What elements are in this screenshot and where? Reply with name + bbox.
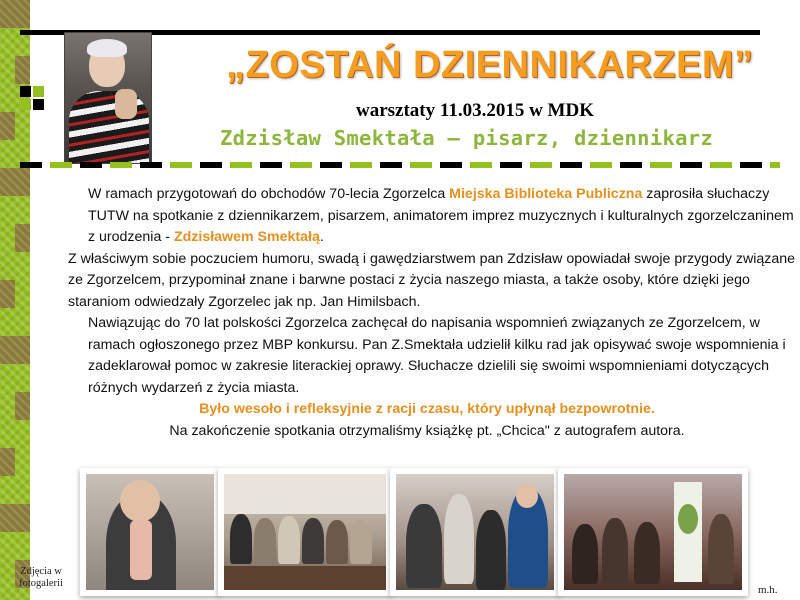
author-initials: m.h. xyxy=(758,584,778,596)
paragraph-memories: Nawiązując do 70 lat polskości Zgorzelca zachęcał do napisania wspomnień związanych ze Zgorzelcem, w ramach ogłoszonego przez MBP konkursu. Pan Z.Smektała udzielił kilku rad jak opisywać swoje wspomnienia i zadeklarował pomoc w zakresie literackiej oprawy. Słuchacze dzielili się swoimi wspomnieniami dotyczących różnych wydarzeń z życia miasta. xyxy=(88,315,786,396)
closing-sentence: Na zakończenie spotkania otrzymaliśmy książkę pt. „Chcica" z autografem autora. xyxy=(169,422,685,439)
author-name-highlight: Zdzisławem Smektałą xyxy=(173,229,320,245)
paragraph-intro xyxy=(58,184,796,249)
gallery-caption: Zdjęcia w fotogalerii xyxy=(19,566,63,589)
intro-text-a: W ramach przygotowań do obchodów 70-lecia Zgorzelca xyxy=(88,186,450,202)
intro-text-c: . xyxy=(319,229,324,245)
squares-ornament-icon xyxy=(20,86,46,112)
article-body xyxy=(58,184,796,442)
highlight-sentence: Było wesoło i refleksyjnie z racji czasu, który upłynął bezpowrotnie. xyxy=(199,401,655,417)
event-subtitle: warsztaty 11.03.2015 w MDK xyxy=(356,100,594,121)
author-line: Zdzisław Smektała – pisarz, dziennikarz xyxy=(220,126,714,150)
intro-text-b: zaprosiła słuchaczy TUTW na spotkanie z dziennikarzem, pisarzem, animatorem imprez muzycznych i kulturalnych zgorzelczaninem z urodzenia - xyxy=(88,186,794,245)
gallery-photo-1 xyxy=(80,468,220,596)
author-portrait-photo xyxy=(64,32,152,164)
library-name-highlight: Miejska Biblioteka Publiczna xyxy=(449,186,643,202)
paragraph-humor: Z właściwym sobie poczuciem humoru, swadą i gawędziarstwem pan Zdzisław opowiadał swoje przygody związane ze Zgorzelcem, przypominał znane i barwne postaci z życia naszego miasta, a także osoby, które dzięki jego staraniom odwiedzały Zgorzelec jak np. Jan Himilsbach. xyxy=(68,250,796,310)
dashed-divider xyxy=(20,162,780,168)
gallery-photo-4 xyxy=(558,468,748,596)
gallery-photo-2 xyxy=(218,468,392,596)
gallery-photo-3 xyxy=(390,468,560,596)
page-title: „ZOSTAŃ DZIENNIKARZEM” xyxy=(226,44,754,86)
